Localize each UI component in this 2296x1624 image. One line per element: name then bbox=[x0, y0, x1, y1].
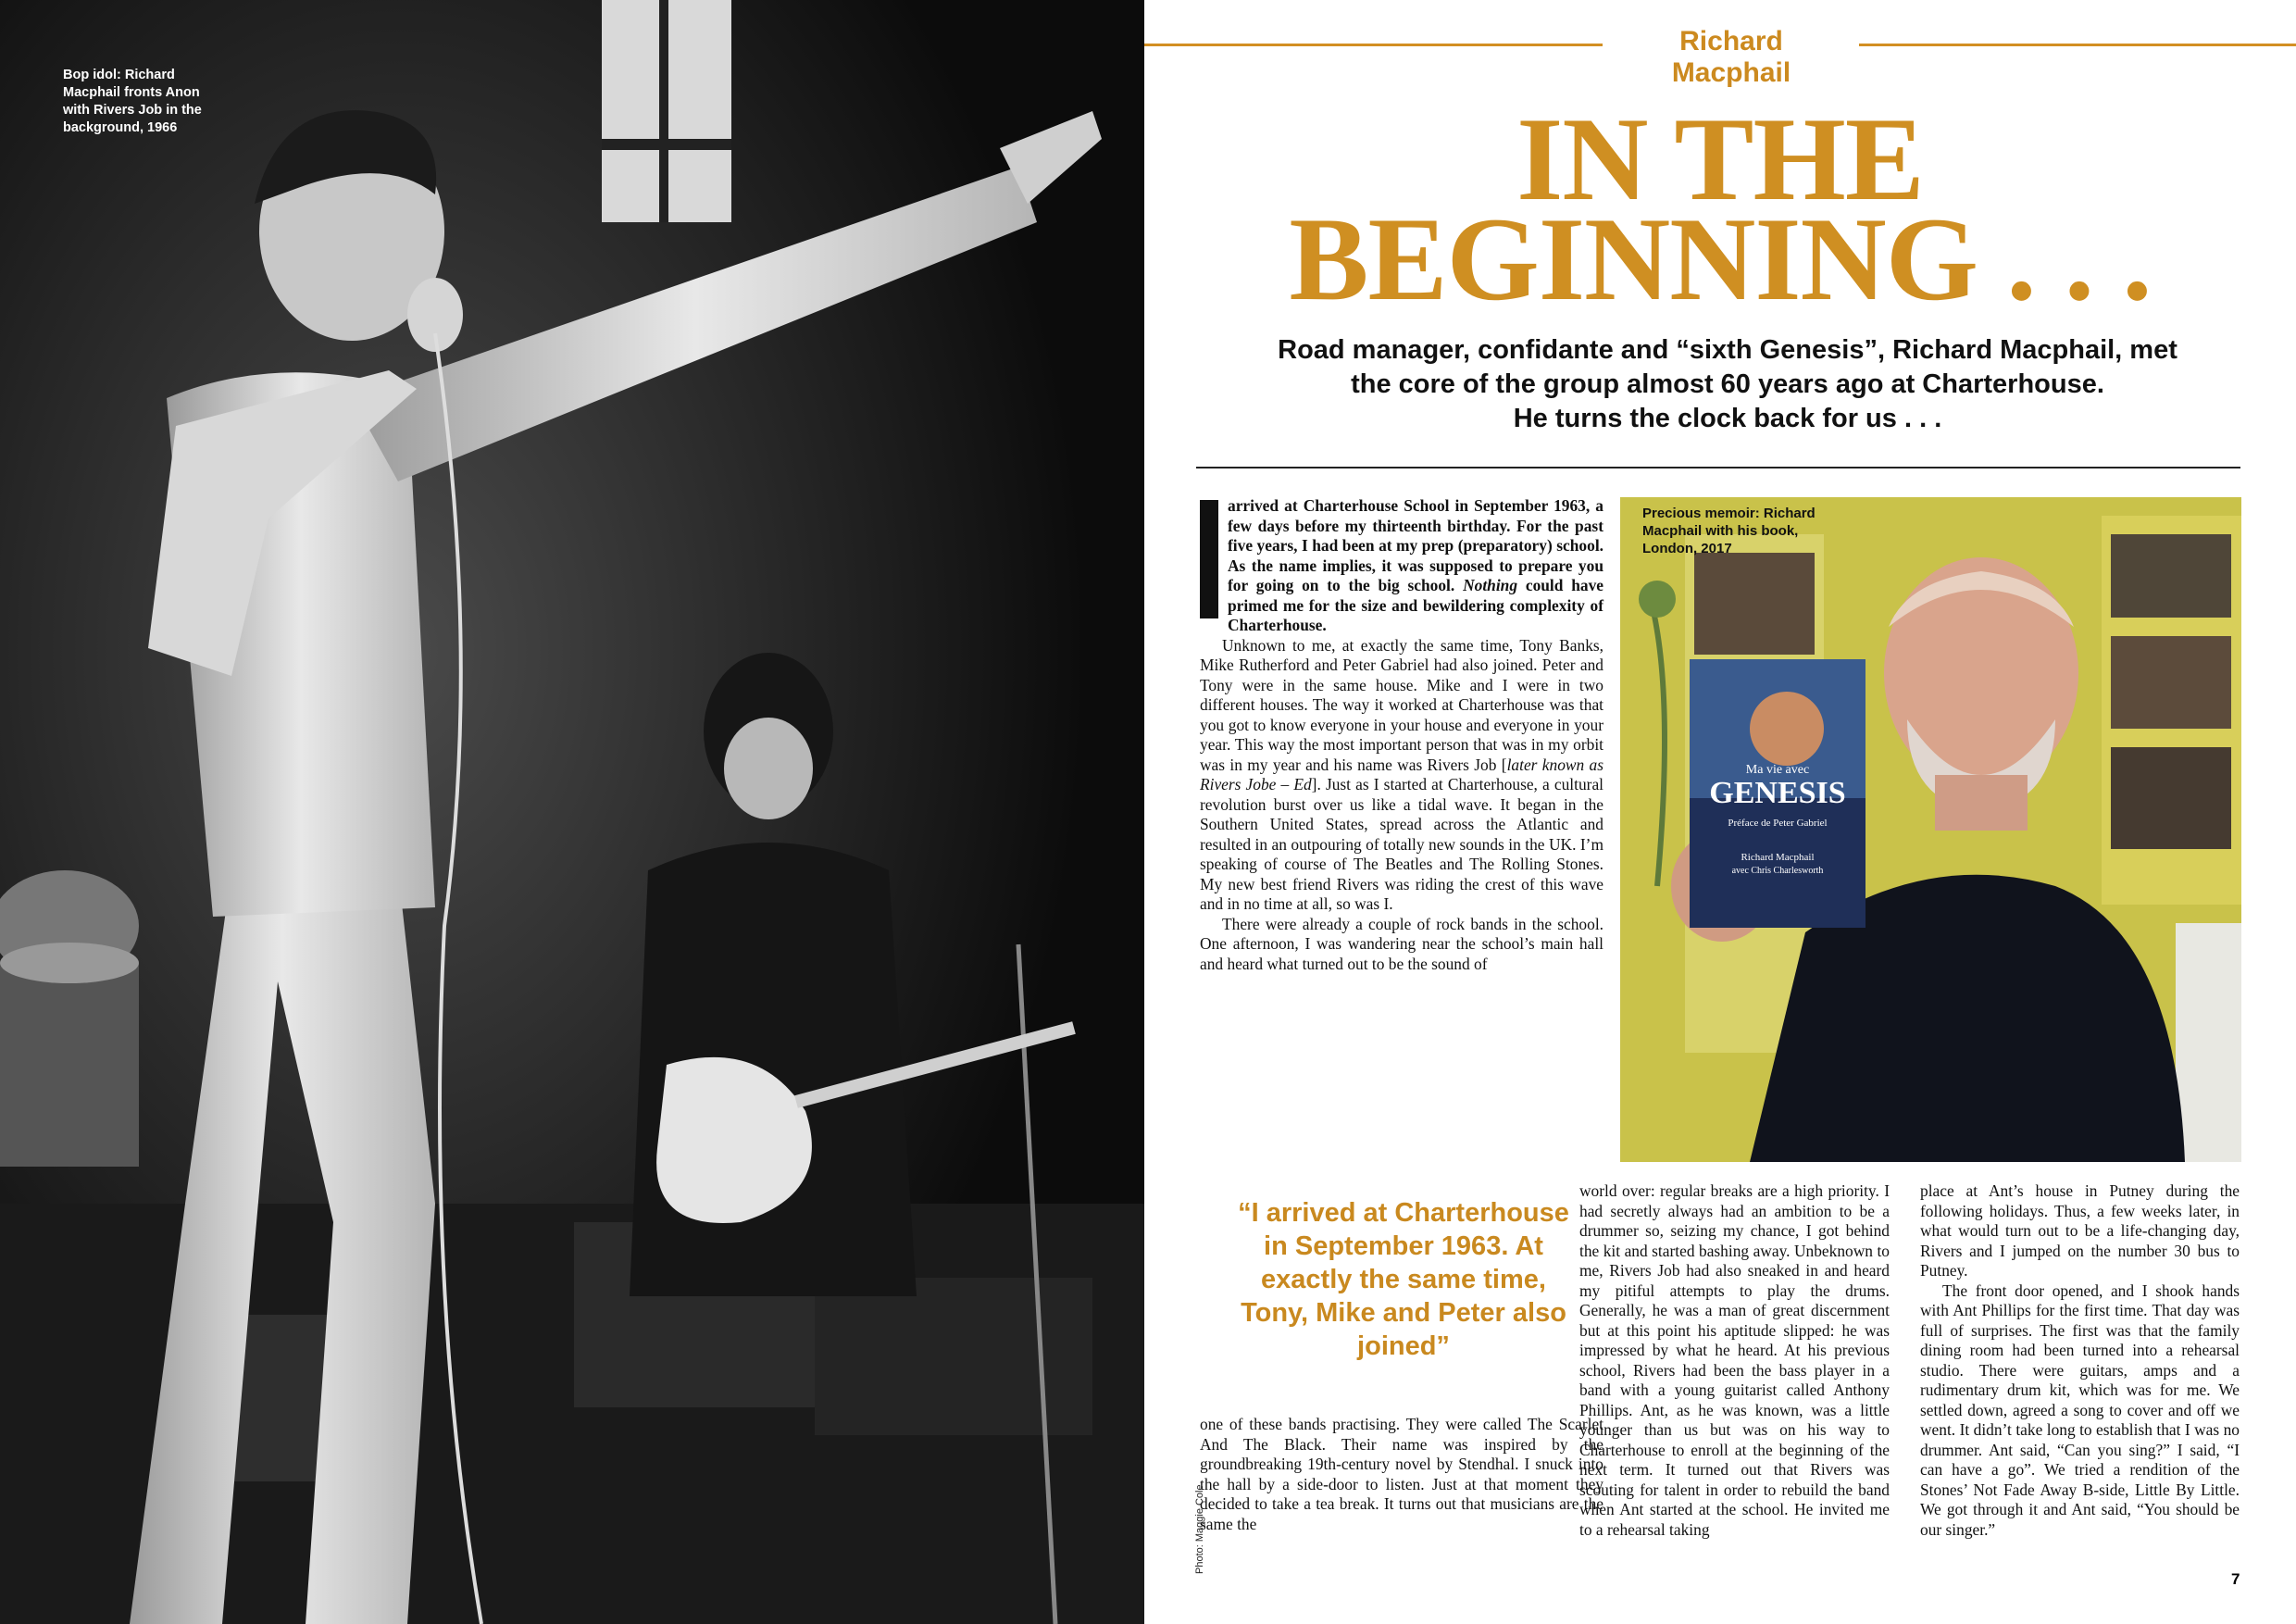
drop-cap-i bbox=[1200, 500, 1218, 618]
standfirst bbox=[1200, 333, 2255, 436]
lead-bold-text: arrived at Charterhouse School in September 1963, a few days before my thirteenth birthday. For the past five years, I had been at my prep (preparatory) school. As the name implies, it was supposed to prepare you for going on to the big school. bbox=[1228, 496, 1603, 594]
article-page bbox=[1144, 0, 2296, 1624]
header-rule-right bbox=[1859, 44, 2296, 46]
concert-photo-image bbox=[0, 0, 1144, 1624]
concert-photo bbox=[0, 0, 1144, 1624]
book-title-small: Ma vie avec bbox=[1745, 763, 1810, 777]
paragraph-2-b: ]. Just as I started at Charterhouse, a cultural revolution burst over us like a tidal wave. It began in the Southern United States, spread across the Atlantic and resulted in an outpouring of totally new sounds in the UK. I’m speaking of course of The Beatles and The Rolling Stones. My new best friend Rivers was riding the crest of this wave and in no time at all, so was I. bbox=[1200, 775, 1603, 913]
article-column-3 bbox=[1920, 1181, 2240, 1540]
pull-quote: “I arrived at Charterhouse in September 1963. At exactly the same time, Tony, Mike and Peter also joined” bbox=[1238, 1198, 1569, 1361]
lead-italic-text: Nothing bbox=[1463, 576, 1518, 594]
memoir-photo-image bbox=[1620, 497, 2241, 1162]
paragraph-3: There were already a couple of rock bands in the school. One afternoon, I was wandering near the school’s main hall and heard what turned out to be the sound of bbox=[1200, 914, 1603, 973]
article-column-2 bbox=[1579, 1181, 1890, 1540]
standfirst-line-2: the core of the group almost 60 years ago at Charterhouse. bbox=[1351, 369, 2104, 399]
column-3-paragraph-2: The front door opened, and I shook hands with Ant Phillips for the first time. That day was full of surprises. The first was that the family dining room had been turned into a rehearsal studio. There were guitars, amps and a rudimentary drum kit, which was for me. We settled down, agreed a song to cover and off we went. It didn’t take long to establish that I was no drummer. Ant said, “Can you sing?” I said, “I can have a go”. We tried a rendition of the Stones’ Not Fade Away B-side, Little By Little. We got through it and Ant said, “You should be our singer.” bbox=[1920, 1280, 2240, 1539]
lead-paragraph bbox=[1200, 496, 1603, 636]
book-preface: Préface de Peter Gabriel bbox=[1728, 818, 1828, 829]
standfirst-rule bbox=[1196, 467, 2240, 468]
paragraph-2 bbox=[1200, 636, 1603, 915]
article-column-1-continued bbox=[1200, 1415, 1603, 1534]
title-line-2: BEGINNING . . . bbox=[1289, 193, 2152, 325]
lead-bold-end: could have primed me for the size and bewildering complexity of Charterhouse. bbox=[1228, 576, 1604, 634]
book-author: Richard Macphail bbox=[1741, 852, 1815, 863]
column-3-paragraph-1: place at Ant’s house in Putney during the following holidays. Thus, a few weeks later, in what would turn out to be a life-changing day, Rivers and I jumped on the number 30 bus to Putney. bbox=[1920, 1181, 2240, 1280]
paragraph-3-continued: one of these bands practising. They were called The Scarlet And The Black. Their name was inspired by the groundbreaking 19th-century novel by Stendhal. I snuck into the hall by a side-door to listen. Just at that moment they decided to take a tea break. It turns out that musicians are the same the bbox=[1200, 1415, 1603, 1533]
section-header: Richard Macphail bbox=[1671, 26, 1791, 88]
book-title: GENESIS bbox=[1709, 776, 1846, 810]
left-photo-caption: Bop idol: Richard Macphail fronts Anon with Rivers Job in the background, 1966 bbox=[63, 68, 202, 135]
paragraph-2-a: Unknown to me, at exactly the same time, Tony Banks, Mike Rutherford and Peter Gabriel had also joined. Peter and Tony were in the same house. Mike and I were in two different houses. The way it worked at Charterhouse was that you got to know everyone in your house and everyone in your year. This way the most important person that was in my orbit was in my year and his name was Rivers Job [ bbox=[1200, 635, 1603, 774]
memoir-photo bbox=[1620, 497, 2241, 1162]
memoir-photo-caption: Precious memoir: Richard Macphail with his book, London, 2017 bbox=[1642, 506, 1816, 556]
standfirst-line-1: Road manager, confidante and “sixth Genesis”, Richard Macphail, met bbox=[1278, 335, 2177, 365]
title-line-1: IN THE bbox=[1516, 93, 1924, 225]
book-coauthor: avec Chris Charlesworth bbox=[1731, 866, 1824, 876]
article-title bbox=[1144, 93, 2296, 325]
photo-credit: Photo: Maggie Cole bbox=[1194, 1484, 1205, 1574]
standfirst-line-3: He turns the clock back for us . . . bbox=[1513, 404, 1942, 433]
article-column-1 bbox=[1200, 496, 1603, 974]
page-number: 7 bbox=[2231, 1570, 2240, 1588]
header-rule-left bbox=[1144, 44, 1603, 46]
paragraph-2-italic: later known as Rivers Jobe – Ed bbox=[1200, 755, 1603, 793]
column-2-text: world over: regular breaks are a high priority. I had secretly always had an ambition to be a drummer so, seizing my chance, I got behind the kit and started bashing away. Unbeknown to me, Rivers Job had also sneaked in and heard my pitiful attempts to play the drums. Generally, he was a man of great discernment but at this point his aptitude slipped: he was impressed by what he heard. At his previous school, Rivers had been the bass player in a band with a young guitarist called Anthony Phillips. Ant, as he was known, was a little younger than us but was on his way to Charterhouse to enroll at the beginning of the next term. It turned out that Rivers was scouting for talent in order to rebuild the band when Ant started at the school. He invited me to a rehearsal taking bbox=[1579, 1181, 1890, 1539]
